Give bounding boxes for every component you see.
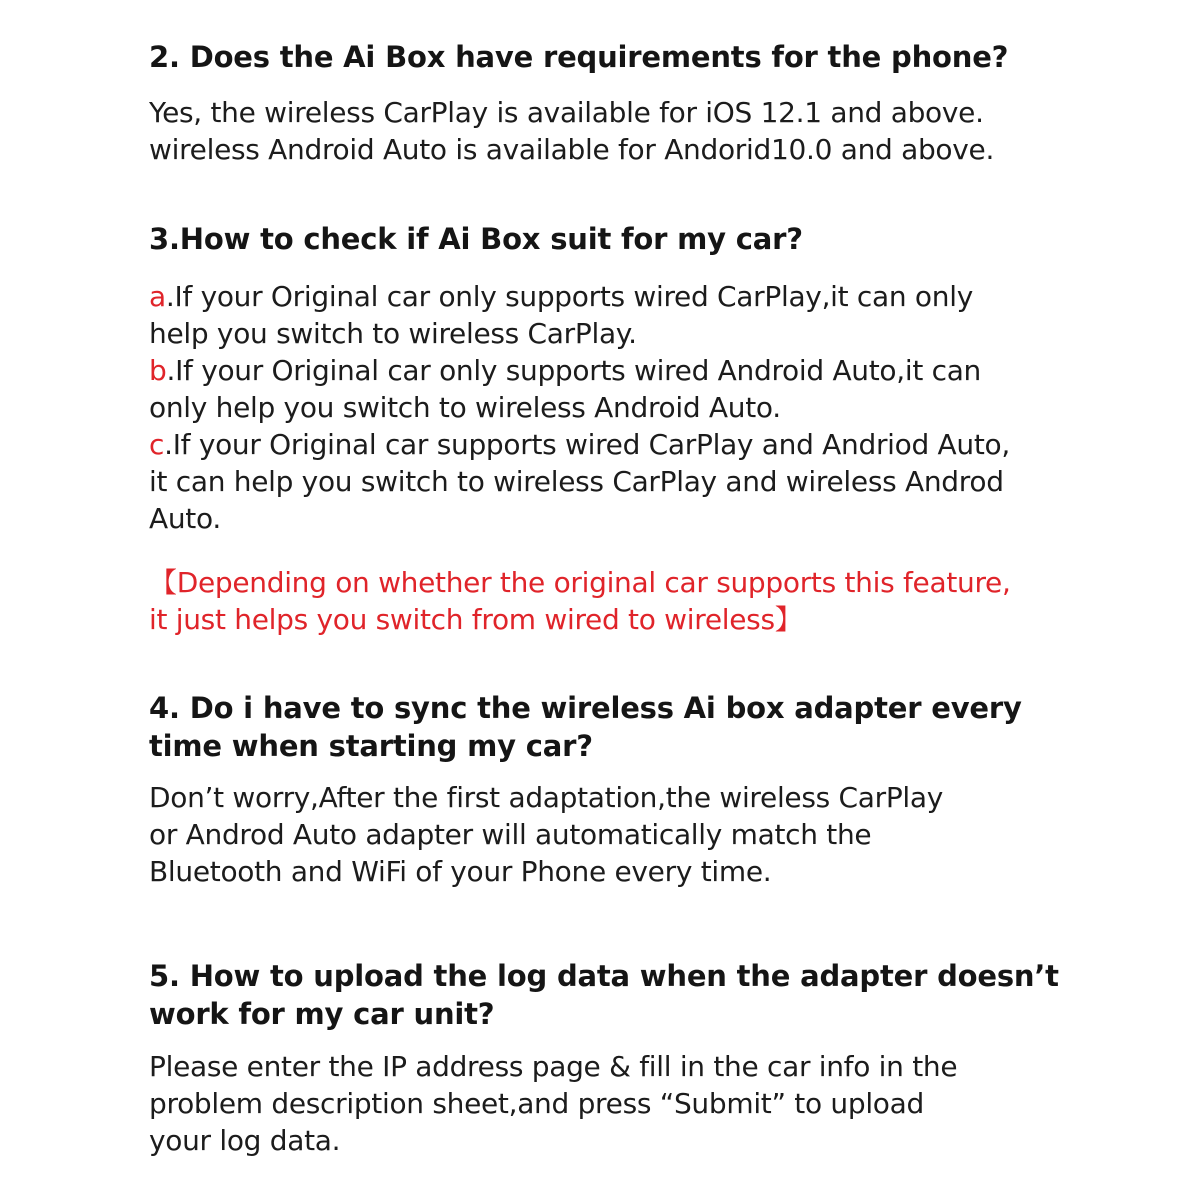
- answer-line: [149, 352, 1089, 389]
- faq-section-3: [149, 220, 1089, 638]
- faq-question-5: [149, 957, 1089, 1033]
- faq-section-4: [149, 689, 1089, 890]
- question-line: time when starting my car?: [149, 729, 593, 763]
- faq-section-2: [149, 38, 1089, 168]
- answer-text: .If your Original car only supports wired CarPlay,it can only: [165, 280, 973, 313]
- answer-line: Auto.: [149, 502, 221, 535]
- answer-line: help you switch to wireless CarPlay.: [149, 317, 637, 350]
- answer-line: Don’t worry,After the first adaptation,the wireless CarPlay: [149, 781, 944, 814]
- answer-line: wireless Android Auto is available for Andorid10.0 and above.: [149, 133, 995, 166]
- note-line: 【Depending on whether the original car supports this feature,: [149, 566, 1011, 599]
- answer-line: [149, 426, 1089, 463]
- item-marker-c: c: [149, 428, 165, 461]
- faq-question-3: 3.How to check if Ai Box suit for my car?: [149, 222, 803, 256]
- answer-line: problem description sheet,and press “Submit” to upload: [149, 1087, 924, 1120]
- answer-line: Bluetooth and WiFi of your Phone every time.: [149, 855, 772, 888]
- answer-line: only help you switch to wireless Android Auto.: [149, 391, 781, 424]
- item-marker-a: a: [149, 280, 166, 313]
- faq-answer-4: [149, 779, 1089, 890]
- faq-answer-3: [149, 278, 1089, 537]
- question-line: 5. How to upload the log data when the adapter doesn’t: [149, 959, 1059, 993]
- question-line: work for my car unit?: [149, 997, 495, 1031]
- answer-line: [149, 278, 1089, 315]
- question-line: 4. Do i have to sync the wireless Ai box adapter every: [149, 691, 1022, 725]
- faq-question-2: 2. Does the Ai Box have requirements for the phone?: [149, 40, 1009, 74]
- item-marker-b: b: [149, 354, 167, 387]
- answer-line: it can help you switch to wireless CarPlay and wireless Androd: [149, 465, 1004, 498]
- answer-line: your log data.: [149, 1124, 341, 1157]
- faq-answer-2: [149, 94, 1089, 168]
- note-line: it just helps you switch from wired to wireless】: [149, 603, 803, 636]
- faq-section-5: [149, 957, 1089, 1159]
- answer-line: Please enter the IP address page & fill in the car info in the: [149, 1050, 958, 1083]
- faq-question-4: [149, 689, 1089, 765]
- answer-line: Yes, the wireless CarPlay is available for iOS 12.1 and above.: [149, 96, 984, 129]
- compatibility-note: [149, 564, 1089, 638]
- answer-line: or Androd Auto adapter will automatically match the: [149, 818, 872, 851]
- faq-answer-5: [149, 1048, 1089, 1159]
- answer-text: .If your Original car only supports wired Android Auto,it can: [166, 354, 982, 387]
- answer-text: .If your Original car supports wired CarPlay and Andriod Auto,: [164, 428, 1010, 461]
